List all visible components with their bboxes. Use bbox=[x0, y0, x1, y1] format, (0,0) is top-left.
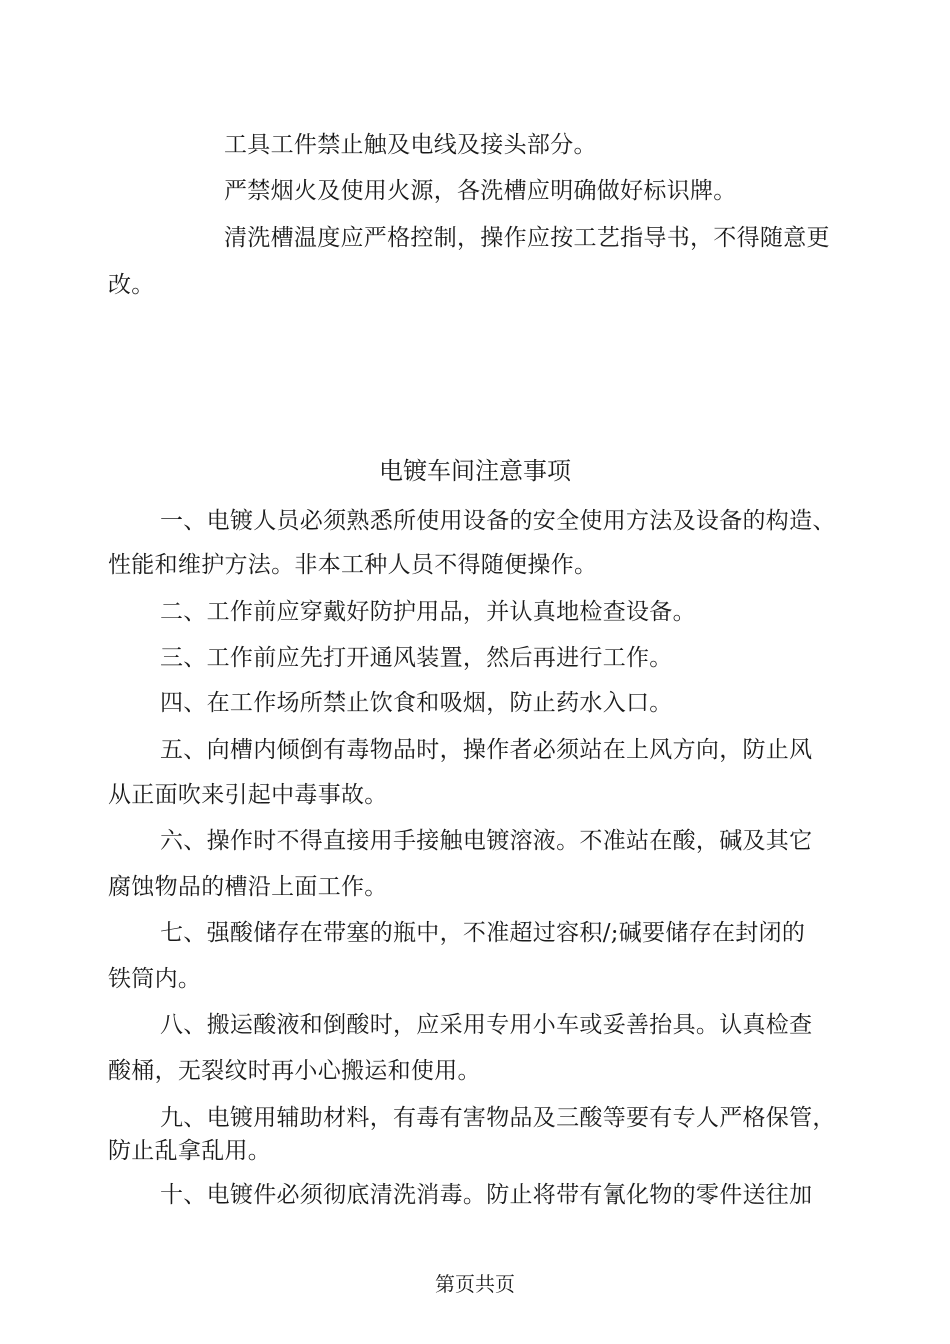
page-footer: 第页共页 bbox=[435, 1272, 515, 1296]
list-item-line: 防止乱拿乱用。 bbox=[108, 1138, 272, 1164]
paragraph-line: 清洗槽温度应严格控制，操作应按工艺指导书，不得随意更 bbox=[224, 225, 830, 251]
list-item-line: 性能和维护方法。非本工种人员不得随便操作。 bbox=[108, 552, 598, 578]
list-item-line: 酸桶，无裂纹时再小心搬运和使用。 bbox=[108, 1058, 481, 1084]
list-item-line: 七、强酸储存在带塞的瓶中，不准超过容积/;碱要储存在封闭的 bbox=[160, 920, 806, 946]
list-item-line: 九、电镀用辅助材料，有毒有害物品及三酸等要有专人严格保管， bbox=[160, 1105, 836, 1131]
list-item-line: 八、搬运酸液和倒酸时，应采用专用小车或妥善抬具。认真检查 bbox=[160, 1012, 813, 1038]
list-item-line: 铁筒内。 bbox=[108, 966, 202, 992]
paragraph-line: 严禁烟火及使用火源，各洗槽应明确做好标识牌。 bbox=[224, 178, 737, 204]
paragraph-line: 改。 bbox=[108, 272, 155, 298]
section-title: 电镀车间注意事项 bbox=[379, 457, 571, 485]
list-item-line: 六、操作时不得直接用手接触电镀溶液。不准站在酸，碱及其它 bbox=[160, 828, 813, 854]
list-item-line: 五、向槽内倾倒有毒物品时，操作者必须站在上风方向，防止风 bbox=[160, 737, 813, 763]
list-item-line: 二、工作前应穿戴好防护用品，并认真地检查设备。 bbox=[160, 599, 696, 625]
list-item-line: 腐蚀物品的槽沿上面工作。 bbox=[108, 874, 388, 900]
list-item-line: 十、电镀件必须彻底清洗消毒。防止将带有氰化物的零件送往加 bbox=[160, 1182, 813, 1208]
list-item-line: 三、工作前应先打开通风装置，然后再进行工作。 bbox=[160, 645, 673, 671]
list-item-line: 从正面吹来引起中毒事故。 bbox=[108, 782, 388, 808]
list-item-line: 一、电镀人员必须熟悉所使用设备的安全使用方法及设备的构造、 bbox=[160, 508, 836, 534]
paragraph-line: 工具工件禁止触及电线及接头部分。 bbox=[224, 132, 597, 158]
list-item-line: 四、在工作场所禁止饮食和吸烟，防止药水入口。 bbox=[160, 690, 673, 716]
